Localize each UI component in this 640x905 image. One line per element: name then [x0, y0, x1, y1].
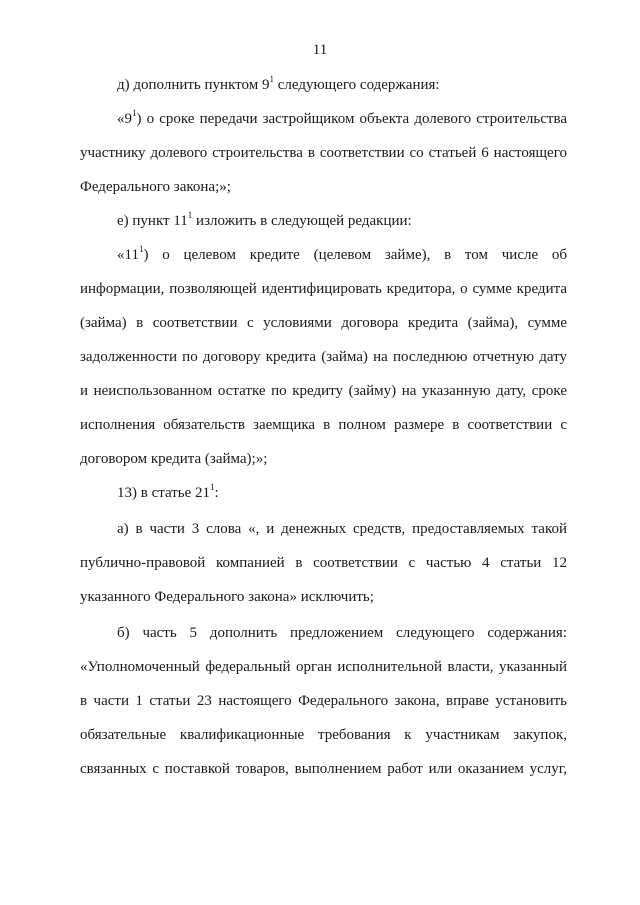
text-line: [117, 520, 567, 538]
text-line: [117, 76, 567, 94]
text-segment: «9: [117, 111, 132, 127]
text-segment: Федерального закона;»;: [80, 179, 231, 195]
text-segment: д) дополнить пунктом 9: [117, 77, 270, 93]
text-segment: задолженности по договору кредита (займа) на последнюю отчетную дату: [80, 349, 567, 365]
text-line: [80, 280, 567, 298]
text-segment: «11: [117, 247, 139, 263]
text-line: [80, 382, 567, 400]
text-segment: исполнения обязательств заемщика в полном размере в соответствии с: [80, 417, 567, 433]
text-line: [117, 484, 567, 502]
text-segment: ) о сроке передачи застройщиком объекта долевого строительства: [136, 111, 567, 127]
text-segment: изложить в следующей редакции:: [192, 213, 412, 229]
text-line: [80, 144, 567, 162]
text-segment: б) часть 5 дополнить предложением следующего содержания:: [117, 625, 567, 641]
text-segment: в части 1 статьи 23 настоящего Федерального закона, вправе установить: [80, 693, 567, 709]
superscript-index: 1: [132, 108, 137, 118]
text-segment: и неиспользованном остатке по кредиту (займу) на указанную дату, сроке: [80, 383, 567, 399]
text-segment: связанных с поставкой товаров, выполнением работ или оказанием услуг,: [80, 761, 567, 777]
text-line: [80, 450, 567, 468]
text-line: [80, 348, 567, 366]
text-line: [117, 212, 567, 230]
text-segment: обязательные квалификационные требования к участникам закупок,: [80, 727, 567, 743]
superscript-index: 1: [138, 244, 144, 254]
text-segment: (займа) в соответствии с условиями договора кредита (займа), сумме: [80, 315, 567, 331]
text-line: [80, 726, 567, 744]
text-segment: публично-правовой компанией в соответствии с частью 4 статьи 12: [80, 555, 567, 571]
text-segment: а) в части 3 слова «, и денежных средств, предоставляемых такой: [117, 521, 567, 537]
text-line: [117, 246, 567, 264]
text-line: [80, 760, 567, 778]
text-segment: указанного Федерального закона» исключить;: [80, 589, 374, 605]
text-line: [80, 416, 567, 434]
text-line: [80, 554, 567, 572]
text-segment: «Уполномоченный федеральный орган исполнительной власти, указанный: [80, 659, 567, 675]
page-number: 11: [312, 42, 328, 58]
superscript-index: 1: [269, 74, 274, 84]
superscript-index: 1: [187, 210, 193, 220]
text-line: [117, 624, 567, 642]
text-segment: ) о целевом кредите (целевом займе), в том числе об: [143, 247, 567, 263]
text-segment: участнику долевого строительства в соответствии со статьей 6 настоящего: [80, 145, 567, 161]
text-segment: информации, позволяющей идентифицировать кредитора, о сумме кредита: [80, 281, 567, 297]
text-line: [80, 178, 567, 196]
text-segment: договором кредита (займа);»;: [80, 451, 268, 467]
superscript-index: 1: [210, 482, 215, 492]
text-line: [80, 658, 567, 676]
text-line: [80, 314, 567, 332]
text-segment: 13) в статье 21: [117, 485, 211, 501]
text-line: [80, 588, 567, 606]
text-line: [80, 692, 567, 710]
text-segment: е) пункт 11: [117, 213, 188, 229]
text-line: [117, 110, 567, 128]
text-segment: следующего содержания:: [273, 77, 440, 93]
text-segment: :: [214, 485, 219, 501]
